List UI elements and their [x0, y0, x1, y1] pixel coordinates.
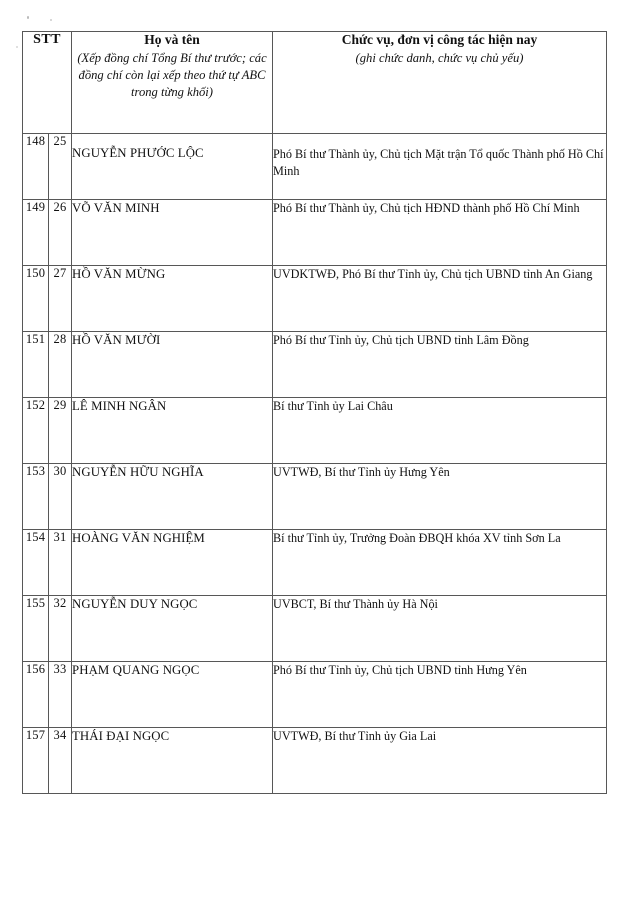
cell-row-subnumber: 26	[49, 200, 72, 266]
cell-person-role: UVTWĐ, Bí thư Tỉnh ủy Hưng Yên	[273, 464, 607, 530]
scan-speck	[16, 46, 18, 48]
cell-row-subnumber: 30	[49, 464, 72, 530]
table-row	[23, 596, 607, 662]
table-row	[23, 728, 607, 794]
cell-row-number: 154	[23, 530, 49, 596]
table-row	[23, 464, 607, 530]
cell-row-subnumber: 32	[49, 596, 72, 662]
cell-person-name: VÕ VĂN MINH	[72, 200, 273, 266]
cell-row-number: 153	[23, 464, 49, 530]
cell-row-number: 157	[23, 728, 49, 794]
cell-person-role: Phó Bí thư Thành ủy, Chủ tịch HĐND thành phố Hồ Chí Minh	[273, 200, 607, 266]
table-row	[23, 332, 607, 398]
column-header-name	[72, 32, 273, 134]
roster-table	[22, 31, 607, 794]
cell-person-name: HỒ VĂN MỪNG	[72, 266, 273, 332]
column-header-stt: STT	[23, 32, 72, 134]
cell-person-name: NGUYỄN HỮU NGHĨA	[72, 464, 273, 530]
column-header-role-note: (ghi chức danh, chức vụ chủ yếu)	[355, 50, 524, 65]
table-row	[23, 662, 607, 728]
cell-person-role: Bí thư Tỉnh ủy, Trưởng Đoàn ĐBQH khóa XV tỉnh Sơn La	[273, 530, 607, 596]
table-row	[23, 134, 607, 200]
cell-person-role: Phó Bí thư Thành ủy, Chủ tịch Mặt trận Tổ quốc Thành phố Hồ Chí Minh	[273, 134, 607, 200]
scan-speck	[27, 16, 29, 19]
cell-person-role: Bí thư Tỉnh ủy Lai Châu	[273, 398, 607, 464]
cell-row-number: 148	[23, 134, 49, 200]
cell-person-name: LÊ MINH NGÂN	[72, 398, 273, 464]
cell-row-number: 152	[23, 398, 49, 464]
cell-row-subnumber: 25	[49, 134, 72, 200]
cell-row-subnumber: 34	[49, 728, 72, 794]
cell-person-name: THÁI ĐẠI NGỌC	[72, 728, 273, 794]
cell-row-subnumber: 29	[49, 398, 72, 464]
cell-person-name: NGUYỄN PHƯỚC LỘC	[72, 134, 273, 200]
header-row	[23, 32, 607, 134]
table-body	[23, 134, 607, 794]
cell-row-number: 155	[23, 596, 49, 662]
table-header	[23, 32, 607, 134]
cell-row-number: 156	[23, 662, 49, 728]
cell-person-name: HOÀNG VĂN NGHIỆM	[72, 530, 273, 596]
cell-row-number: 151	[23, 332, 49, 398]
column-header-name-note: (Xếp đồng chí Tổng Bí thư trước; các đồng chí còn lại xếp theo thứ tự ABC trong từng khối)	[77, 50, 267, 99]
cell-person-name: HỒ VĂN MƯỜI	[72, 332, 273, 398]
cell-row-subnumber: 31	[49, 530, 72, 596]
table-row	[23, 398, 607, 464]
cell-person-role: UVTWĐ, Bí thư Tỉnh ủy Gia Lai	[273, 728, 607, 794]
cell-person-name: NGUYỄN DUY NGỌC	[72, 596, 273, 662]
cell-row-subnumber: 28	[49, 332, 72, 398]
scan-speck	[50, 19, 52, 21]
cell-person-role: Phó Bí thư Tỉnh ủy, Chủ tịch UBND tỉnh Hưng Yên	[273, 662, 607, 728]
cell-row-number: 149	[23, 200, 49, 266]
cell-row-number: 150	[23, 266, 49, 332]
table-row	[23, 200, 607, 266]
cell-person-role: Phó Bí thư Tỉnh ủy, Chủ tịch UBND tỉnh Lâm Đồng	[273, 332, 607, 398]
cell-row-subnumber: 27	[49, 266, 72, 332]
cell-person-role: UVBCT, Bí thư Thành ủy Hà Nội	[273, 596, 607, 662]
cell-row-subnumber: 33	[49, 662, 72, 728]
cell-person-role: UVDKTWĐ, Phó Bí thư Tỉnh ủy, Chủ tịch UBND tỉnh An Giang	[273, 266, 607, 332]
column-header-name-title: Họ và tên	[144, 32, 200, 47]
table-row	[23, 266, 607, 332]
column-header-role	[273, 32, 607, 134]
cell-person-name: PHẠM QUANG NGỌC	[72, 662, 273, 728]
table-row	[23, 530, 607, 596]
column-header-role-title: Chức vụ, đơn vị công tác hiện nay	[341, 32, 538, 47]
